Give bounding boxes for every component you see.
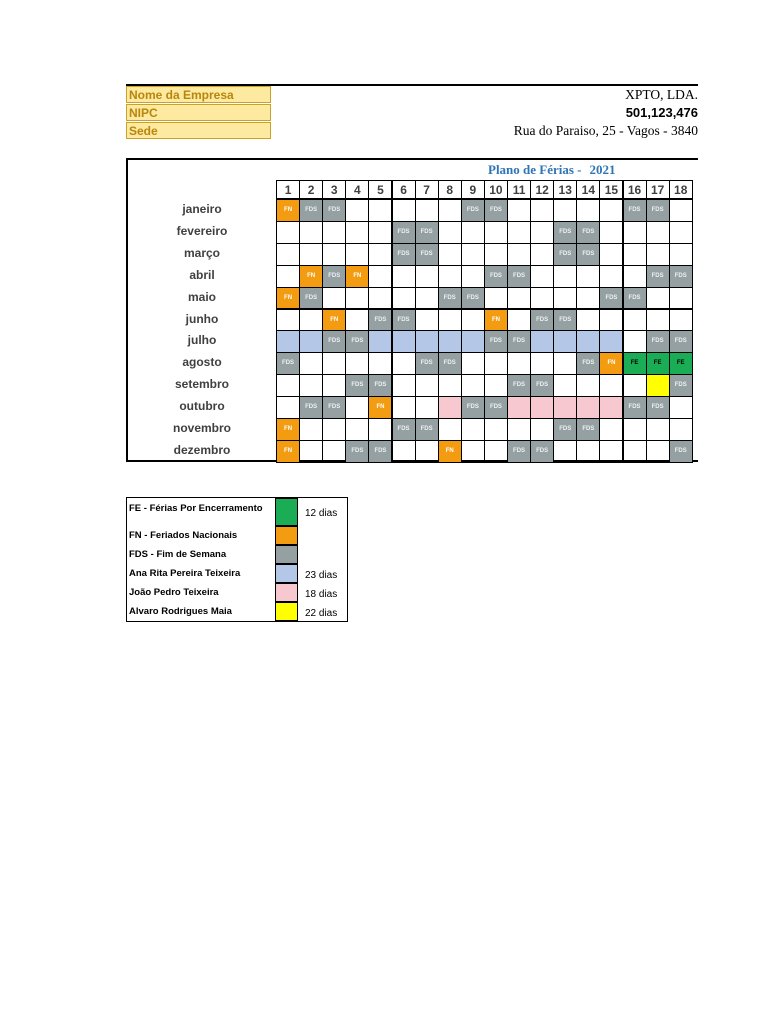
day-cell	[461, 374, 485, 397]
nipc-row	[126, 104, 698, 122]
day-cell	[415, 309, 439, 332]
day-cell	[669, 243, 693, 266]
day-cell: FDS	[507, 330, 531, 353]
day-cell	[368, 265, 392, 288]
day-cell	[438, 374, 462, 397]
day-cell	[368, 199, 392, 222]
month-label-abril: abril	[189, 267, 215, 282]
day-cell: FDS	[415, 243, 439, 266]
day-cell: FDS	[322, 199, 346, 222]
day-header-14: 14	[576, 180, 600, 199]
day-cell: FDS	[576, 221, 600, 244]
month-label-outubro: outubro	[179, 399, 225, 414]
day-cell	[322, 287, 346, 310]
day-cell: FDS	[553, 309, 577, 332]
legend-row	[127, 545, 347, 564]
day-cell	[392, 199, 416, 222]
day-cell	[299, 221, 323, 244]
day-cell: FDS	[576, 418, 600, 441]
day-cell: FN	[438, 440, 462, 463]
nipc-value: 501,123,476	[625, 105, 698, 120]
day-cell	[646, 309, 670, 332]
day-cell	[438, 418, 462, 441]
day-cell	[576, 440, 600, 463]
day-cell: FDS	[669, 374, 693, 397]
day-cell	[599, 199, 623, 222]
day-cell: FDS	[392, 243, 416, 266]
day-cell: FE	[646, 352, 670, 375]
day-cell: FDS	[484, 199, 508, 222]
day-cell: FE	[669, 352, 693, 375]
day-cell	[599, 243, 623, 266]
month-label-dezembro: dezembro	[173, 442, 231, 457]
day-cell	[484, 352, 508, 375]
day-cell	[415, 440, 439, 463]
day-cell: FN	[276, 440, 300, 463]
day-cell	[484, 243, 508, 266]
day-cell	[415, 374, 439, 397]
day-cell	[415, 199, 439, 222]
day-cell: FDS	[553, 418, 577, 441]
day-cell: FN	[276, 418, 300, 441]
day-cell: FDS	[484, 396, 508, 419]
day-cell	[507, 221, 531, 244]
day-header-9: 9	[461, 180, 485, 199]
day-header-2: 2	[299, 180, 323, 199]
day-cell	[646, 440, 670, 463]
day-cell	[299, 374, 323, 397]
day-cell	[530, 287, 554, 310]
legend-row	[127, 526, 347, 545]
day-cell: FDS	[461, 199, 485, 222]
day-cell	[623, 330, 647, 353]
legend-row	[127, 498, 347, 526]
day-cell	[415, 330, 439, 353]
day-cell	[276, 221, 300, 244]
day-header-4: 4	[345, 180, 369, 199]
day-cell	[599, 440, 623, 463]
day-cell	[322, 352, 346, 375]
day-cell: FDS	[461, 396, 485, 419]
day-cell: FDS	[392, 418, 416, 441]
day-cell	[507, 396, 531, 419]
day-cell	[484, 374, 508, 397]
day-cell: FDS	[345, 440, 369, 463]
day-cell	[507, 352, 531, 375]
day-cell	[599, 396, 623, 419]
day-cell	[646, 243, 670, 266]
day-cell	[553, 199, 577, 222]
day-cell	[553, 396, 577, 419]
day-cell	[553, 352, 577, 375]
legend-swatch	[275, 564, 298, 583]
day-cell	[553, 440, 577, 463]
day-cell	[299, 243, 323, 266]
legend-label: FDS - Fim de Semana	[129, 549, 227, 560]
day-cell	[461, 221, 485, 244]
day-cell	[368, 221, 392, 244]
day-cell	[623, 221, 647, 244]
legend-row	[127, 602, 347, 621]
day-cell	[646, 418, 670, 441]
day-cell: FDS	[599, 287, 623, 310]
month-label-junho: junho	[185, 311, 219, 326]
month-label-janeiro: janeiro	[182, 202, 222, 216]
day-header-18: 18	[669, 180, 693, 199]
day-header-13: 13	[553, 180, 577, 199]
day-cell: FDS	[507, 265, 531, 288]
day-cell	[623, 309, 647, 332]
day-cell	[461, 418, 485, 441]
day-cell: FDS	[576, 352, 600, 375]
day-cell	[368, 243, 392, 266]
day-cell	[553, 374, 577, 397]
day-cell: FDS	[438, 352, 462, 375]
day-cell: FDS	[646, 199, 670, 222]
day-cell	[669, 221, 693, 244]
day-header-7: 7	[415, 180, 439, 199]
legend-row	[127, 564, 347, 583]
day-cell	[669, 199, 693, 222]
legend-swatch	[275, 498, 298, 526]
day-cell	[415, 287, 439, 310]
day-header-17: 17	[646, 180, 670, 199]
day-cell: FDS	[368, 440, 392, 463]
calendar-title-text: Plano de Férias -	[488, 162, 582, 177]
day-cell: FE	[623, 352, 647, 375]
company-name-row	[126, 86, 698, 104]
legend-days: 23 dias	[305, 570, 338, 581]
day-cell: FDS	[322, 396, 346, 419]
day-header-16: 16	[623, 180, 647, 199]
day-cell	[345, 396, 369, 419]
calendar-title	[488, 162, 616, 178]
day-cell	[576, 309, 600, 332]
day-cell: FDS	[646, 396, 670, 419]
month-label-fevereiro: fevereiro	[176, 223, 228, 238]
day-cell	[438, 330, 462, 353]
day-cell	[322, 243, 346, 266]
legend-days: 18 dias	[305, 589, 338, 600]
day-cell	[576, 265, 600, 288]
day-cell	[276, 374, 300, 397]
day-cell: FN	[276, 199, 300, 222]
day-cell: FDS	[368, 309, 392, 332]
day-cell: FDS	[438, 287, 462, 310]
calendar-year: 2021	[589, 162, 616, 177]
day-cell	[322, 440, 346, 463]
month-label-agosto: agosto	[182, 355, 222, 370]
day-cell: FN	[322, 309, 346, 332]
day-cell	[484, 440, 508, 463]
day-cell: FDS	[646, 265, 670, 288]
legend-days: 22 dias	[305, 608, 338, 619]
month-label-novembro: novembro	[172, 421, 231, 435]
day-cell: FDS	[576, 243, 600, 266]
day-cell	[576, 396, 600, 419]
company-info	[126, 84, 698, 140]
day-cell: FDS	[669, 440, 693, 463]
day-cell: FDS	[415, 221, 439, 244]
day-cell	[392, 396, 416, 419]
day-cell	[530, 243, 554, 266]
day-cell	[461, 352, 485, 375]
day-cell	[368, 287, 392, 310]
nipc-label: NIPC	[126, 104, 271, 121]
legend-swatch	[275, 526, 298, 545]
day-cell	[530, 352, 554, 375]
day-header-3: 3	[322, 180, 346, 199]
month-label-maio: maio	[187, 289, 216, 304]
month-label-março: março	[183, 245, 221, 260]
day-cell	[345, 243, 369, 266]
day-cell	[530, 199, 554, 222]
legend-label: João Pedro Teixeira	[129, 587, 219, 598]
day-cell	[345, 287, 369, 310]
day-cell	[461, 265, 485, 288]
day-cell	[345, 199, 369, 222]
day-cell	[507, 287, 531, 310]
day-cell	[276, 330, 300, 353]
sede-row	[126, 122, 698, 140]
day-header-15: 15	[599, 180, 623, 199]
day-cell	[345, 418, 369, 441]
day-cell	[392, 265, 416, 288]
day-cell	[507, 418, 531, 441]
day-cell	[276, 265, 300, 288]
day-cell: FDS	[299, 199, 323, 222]
day-cell	[669, 396, 693, 419]
legend-label: Ana Rita Pereira Teixeira	[129, 568, 241, 579]
day-cell	[669, 309, 693, 332]
sede-value: Rua do Paraiso, 25 - Vagos - 3840	[513, 123, 698, 138]
day-cell	[530, 418, 554, 441]
day-cell: FDS	[484, 265, 508, 288]
day-cell	[553, 330, 577, 353]
day-cell	[553, 287, 577, 310]
day-cell	[669, 287, 693, 310]
day-cell: FDS	[392, 221, 416, 244]
day-cell	[599, 330, 623, 353]
day-header-12: 12	[530, 180, 554, 199]
legend-label: FE - Férias Por Encerramento	[129, 503, 263, 514]
day-cell	[461, 309, 485, 332]
day-cell	[299, 330, 323, 353]
day-cell	[415, 265, 439, 288]
day-cell	[646, 287, 670, 310]
day-cell	[392, 287, 416, 310]
day-cell	[507, 309, 531, 332]
day-cell: FDS	[530, 309, 554, 332]
day-cell: FDS	[646, 330, 670, 353]
day-cell	[322, 374, 346, 397]
day-cell: FDS	[276, 352, 300, 375]
day-cell	[507, 199, 531, 222]
day-cell	[576, 199, 600, 222]
day-cell	[276, 243, 300, 266]
day-cell	[299, 309, 323, 332]
day-cell	[276, 309, 300, 332]
day-cell	[299, 440, 323, 463]
company-name-value: XPTO, LDA.	[625, 87, 698, 102]
day-cell	[553, 265, 577, 288]
day-cell	[438, 309, 462, 332]
day-cell	[368, 330, 392, 353]
day-cell	[461, 243, 485, 266]
legend-swatch	[275, 602, 298, 621]
day-cell	[322, 221, 346, 244]
day-cell: FDS	[484, 330, 508, 353]
day-cell: FN	[599, 352, 623, 375]
day-cell	[438, 199, 462, 222]
day-cell: FDS	[345, 374, 369, 397]
day-cell: FDS	[415, 418, 439, 441]
day-cell: FDS	[392, 309, 416, 332]
month-label-julho: julho	[187, 333, 217, 348]
day-cell: FDS	[553, 221, 577, 244]
day-cell	[576, 374, 600, 397]
legend	[126, 497, 348, 622]
day-cell	[392, 330, 416, 353]
legend-label: FN - Feriados Nacionais	[129, 530, 238, 541]
day-cell: FN	[276, 287, 300, 310]
day-cell	[530, 396, 554, 419]
day-cell	[623, 440, 647, 463]
day-cell: FDS	[461, 287, 485, 310]
day-header-11: 11	[507, 180, 531, 199]
day-cell	[484, 287, 508, 310]
day-cell	[392, 352, 416, 375]
day-cell	[438, 221, 462, 244]
day-cell: FDS	[322, 330, 346, 353]
day-cell: FDS	[299, 396, 323, 419]
day-cell	[392, 440, 416, 463]
day-cell	[646, 374, 670, 397]
day-cell	[368, 352, 392, 375]
month-label-setembro: setembro	[174, 377, 230, 392]
day-cell	[299, 352, 323, 375]
day-cell	[507, 243, 531, 266]
day-cell: FDS	[507, 440, 531, 463]
day-cell	[599, 374, 623, 397]
legend-days: 12 dias	[305, 508, 338, 519]
day-cell	[669, 418, 693, 441]
day-cell: FDS	[623, 287, 647, 310]
day-cell: FDS	[553, 243, 577, 266]
day-cell	[576, 287, 600, 310]
day-cell: FDS	[507, 374, 531, 397]
day-cell	[415, 396, 439, 419]
day-cell	[276, 396, 300, 419]
legend-swatch	[275, 583, 298, 602]
day-cell	[623, 243, 647, 266]
day-cell	[484, 221, 508, 244]
day-cell: FN	[484, 309, 508, 332]
day-cell: FN	[345, 265, 369, 288]
day-cell: FDS	[322, 265, 346, 288]
day-cell: FN	[368, 396, 392, 419]
day-cell	[576, 330, 600, 353]
day-cell: FDS	[623, 396, 647, 419]
day-header-10: 10	[484, 180, 508, 199]
day-cell	[646, 221, 670, 244]
day-header-6: 6	[392, 180, 416, 199]
day-cell: FDS	[623, 199, 647, 222]
day-cell: FDS	[299, 287, 323, 310]
day-cell	[530, 221, 554, 244]
day-cell	[322, 418, 346, 441]
day-cell	[599, 221, 623, 244]
day-cell: FDS	[530, 374, 554, 397]
day-cell	[299, 418, 323, 441]
day-cell: FDS	[530, 440, 554, 463]
legend-label: Alvaro Rodrigues Maia	[129, 606, 232, 617]
day-cell	[599, 418, 623, 441]
day-cell	[438, 243, 462, 266]
day-cell	[368, 418, 392, 441]
day-cell	[438, 396, 462, 419]
day-cell	[461, 440, 485, 463]
day-cell: FDS	[345, 330, 369, 353]
legend-swatch	[275, 545, 298, 564]
day-cell	[484, 418, 508, 441]
day-cell	[438, 265, 462, 288]
day-cell	[345, 309, 369, 332]
day-cell: FDS	[669, 330, 693, 353]
day-cell: FN	[299, 265, 323, 288]
day-cell	[599, 309, 623, 332]
day-header-8: 8	[438, 180, 462, 199]
sede-label: Sede	[126, 122, 271, 139]
day-cell	[530, 330, 554, 353]
company-name-label: Nome da Empresa	[126, 86, 271, 103]
legend-row	[127, 583, 347, 602]
day-cell: FDS	[669, 265, 693, 288]
day-cell	[392, 374, 416, 397]
day-cell	[623, 418, 647, 441]
day-header-5: 5	[368, 180, 392, 199]
day-cell: FDS	[415, 352, 439, 375]
day-cell	[345, 221, 369, 244]
day-cell: FDS	[368, 374, 392, 397]
day-header-1: 1	[276, 180, 300, 199]
day-cell	[623, 374, 647, 397]
day-cell	[345, 352, 369, 375]
day-cell	[461, 330, 485, 353]
day-cell	[530, 265, 554, 288]
day-cell	[623, 265, 647, 288]
vacation-calendar	[126, 158, 698, 462]
day-cell	[599, 265, 623, 288]
